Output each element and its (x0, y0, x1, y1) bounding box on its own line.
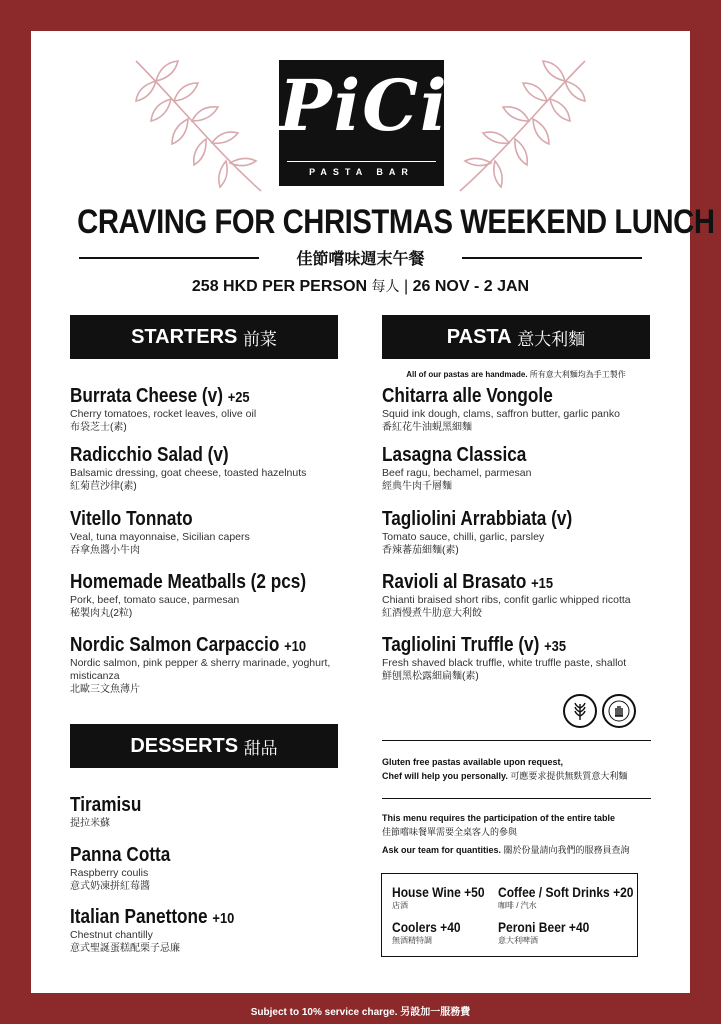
drink-surcharge: +40 (568, 919, 590, 935)
price-text: 258 HKD PER PERSON (191, 278, 368, 295)
starter-item (70, 571, 360, 621)
item-name: Homemade Meatballs (2 pcs) (70, 571, 307, 593)
item-name-zh: 布袋芝士(素) (70, 422, 127, 433)
pasta-note-zh: 所有意大利麵均為手工製作 (529, 370, 626, 379)
footer-zh: 另設加一服務費 (400, 1007, 471, 1018)
left-branch-illustration (126, 51, 266, 201)
item-description: Chianti braised short ribs, confit garlic whipped ricotta (382, 594, 631, 606)
price-zh: 每人 (371, 278, 400, 294)
desserts-heading (70, 724, 338, 768)
menu-sheet (31, 31, 715, 993)
item-name: Tagliolini Arrabbiata (v) (382, 508, 573, 530)
date-range: 26 NOV - 2 JAN (412, 278, 530, 295)
item-name: Ravioli al Brasato (382, 571, 527, 593)
item-description: Cherry tomatoes, rocket leaves, olive oil (70, 408, 257, 420)
item-name: Italian Panettone (70, 906, 208, 928)
drink-name-zh: 無酒精特調 (392, 936, 432, 945)
drink-name: Coffee / Soft Drinks (498, 884, 610, 900)
drink-name-zh: 店酒 (392, 901, 408, 910)
footer-en: Subject to 10% service charge. (250, 1007, 398, 1018)
table-participation-note (382, 811, 652, 839)
starters-heading (70, 315, 338, 359)
item-description: Veal, tuna mayonnaise, Sicilian capers (70, 531, 250, 543)
drink-item (392, 919, 472, 946)
item-surcharge: +25 (227, 389, 250, 406)
starter-item (70, 634, 360, 697)
dessert-item (70, 906, 360, 956)
pici-logo (279, 60, 449, 186)
price-separator: | (403, 278, 409, 295)
item-name: Radicchio Salad (v) (70, 444, 229, 466)
drink-item (392, 884, 500, 911)
item-name-zh: 秘製肉丸(2粒) (70, 608, 133, 619)
drink-name: House Wine (392, 884, 461, 900)
item-name: Chitarra alle Vongole (382, 385, 553, 407)
item-name-zh: 紅酒慢煮牛肋意大利餃 (382, 608, 482, 619)
starter-item (70, 444, 360, 494)
item-name: Panna Cotta (70, 844, 171, 866)
subtitle-right-rule (462, 257, 642, 259)
item-description: Beef ragu, bechamel, parmesan (382, 467, 532, 479)
service-charge-footer (0, 1003, 721, 1018)
item-surcharge: +10 (212, 910, 235, 927)
desserts-heading-en: DESSERTS (130, 734, 239, 757)
item-name: Burrata Cheese (v) (70, 385, 223, 407)
item-name: Lasagna Classica (382, 444, 527, 466)
item-name-zh: 意式聖誕蛋糕配栗子忌廉 (70, 943, 180, 954)
pasta-heading-zh: 意大利麵 (517, 329, 586, 349)
drink-name: Peroni Beer (498, 919, 566, 935)
dessert-item (70, 794, 360, 831)
item-description: Balsamic dressing, goat cheese, toasted hazelnuts (70, 467, 307, 479)
pasta-handmade-note (382, 368, 650, 382)
gluten-note-line-2: Chef will help you personally. (382, 771, 508, 781)
pasta-note-en: All of our pastas are handmade. (406, 370, 528, 379)
drink-surcharge: +40 (440, 919, 461, 935)
item-name-zh: 吞拿魚醬小牛肉 (70, 545, 140, 556)
item-name-zh: 經典牛肉千層麵 (382, 481, 452, 492)
starter-item (70, 385, 360, 435)
item-description: Pork, beef, tomato sauce, parmesan (70, 594, 240, 606)
dessert-item (70, 844, 360, 894)
item-description: Nordic salmon, pink pepper & sherry marinade, yoghurt, misticanza (70, 657, 331, 682)
item-name-zh: 意式奶凍拼紅莓醬 (70, 881, 150, 892)
wheat-icon (563, 694, 597, 728)
pasta-heading (382, 315, 650, 359)
item-surcharge: +35 (544, 638, 567, 655)
drink-item (498, 919, 604, 946)
subtitle-row (79, 246, 642, 268)
quantity-note-zh: 關於份量請向我們的服務員查詢 (503, 845, 630, 855)
drink-name: Coolers (392, 919, 437, 935)
item-name-zh: 香辣蕃茄細麵(素) (382, 545, 459, 556)
item-name-zh: 北歐三文魚薄片 (70, 684, 140, 695)
item-description: Raspberry coulis (70, 867, 149, 879)
item-description: Chestnut chantilly (70, 929, 153, 941)
pasta-item (382, 508, 672, 558)
item-description: Squid ink dough, clams, saffron butter, garlic panko (382, 408, 620, 420)
logo-subtitle: PASTA BAR (309, 167, 414, 177)
item-name: Vitello Tonnato (70, 508, 193, 530)
starters-heading-zh: 前菜 (242, 329, 277, 349)
gluten-note-zh: 可應要求提供無麩質意大利麵 (510, 771, 628, 781)
starter-item (70, 508, 360, 558)
drink-surcharge: +20 (613, 884, 634, 900)
hand-stamp-icon (602, 694, 636, 728)
desserts-heading-zh: 甜品 (243, 738, 278, 758)
price-line (31, 276, 690, 296)
pasta-item (382, 571, 672, 621)
gluten-free-note (382, 755, 652, 783)
logo-wordmark: PiCi (279, 64, 449, 147)
page-title: CRAVING FOR CHRISTMAS WEEKEND LUNCH (77, 203, 715, 241)
drink-item (498, 884, 656, 911)
item-name-zh: 提拉米蘇 (70, 818, 110, 829)
table-note-en: This menu requires the participation of the entire table (382, 813, 616, 823)
quantity-note-en: Ask our team for quantities. (382, 845, 502, 855)
item-name-zh: 紅菊苣沙律(素) (70, 481, 137, 492)
quantity-note (382, 843, 652, 857)
logo-rule (287, 161, 436, 162)
drink-name-zh: 意大利啤酒 (498, 936, 538, 945)
item-name: Tagliolini Truffle (v) (382, 634, 540, 656)
pasta-item (382, 385, 672, 435)
gluten-note-line-1: Gluten free pastas available upon request, (382, 757, 564, 767)
item-name: Tiramisu (70, 794, 142, 816)
item-surcharge: +10 (284, 638, 307, 655)
pasta-item (382, 444, 672, 494)
pasta-item (382, 634, 672, 684)
item-name: Nordic Salmon Carpaccio (70, 634, 280, 656)
pasta-heading-en: PASTA (446, 325, 512, 348)
item-surcharge: +15 (531, 575, 554, 592)
drinks-box (381, 873, 638, 957)
item-name-zh: 番紅花牛油蜆黑細麵 (382, 422, 472, 433)
item-description: Tomato sauce, chilli, garlic, parsley (382, 531, 545, 543)
divider (382, 798, 651, 799)
item-description: Fresh shaved black truffle, white truffle paste, shallot (382, 657, 627, 669)
right-branch-illustration (455, 51, 595, 201)
drink-name-zh: 咖啡 / 汽水 (498, 901, 537, 910)
page-subtitle-zh: 佳節嚐味週末午餐 (296, 251, 425, 268)
starters-heading-en: STARTERS (131, 325, 238, 348)
drink-surcharge: +50 (464, 884, 485, 900)
item-name-zh: 鮮刨黑松露細扁麵(素) (382, 671, 479, 682)
divider (382, 740, 651, 741)
table-note-zh: 佳節嚐味餐單需要全桌客人的參與 (382, 827, 518, 837)
